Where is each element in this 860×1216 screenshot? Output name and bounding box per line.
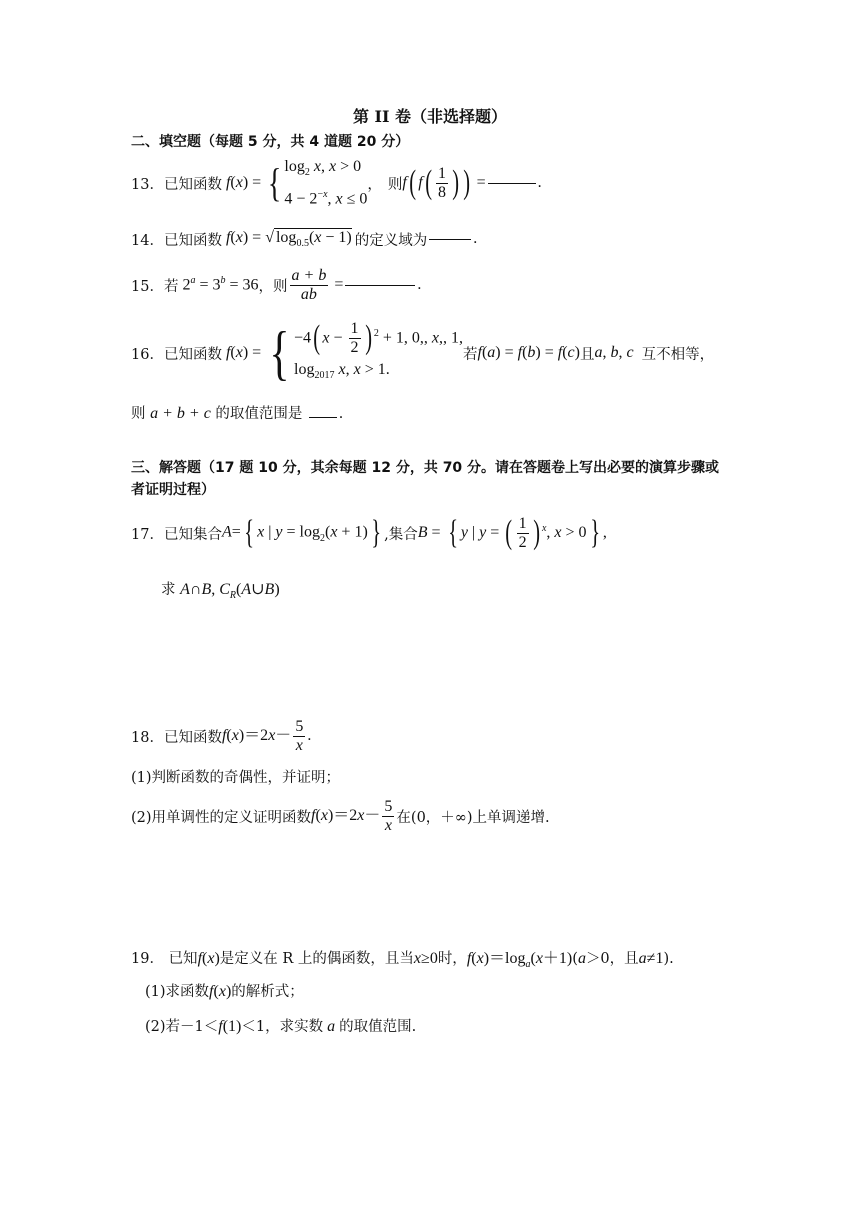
question-17-ask <box>161 578 280 601</box>
q15-formula: $2^a = 3^b = 36$ <box>182 275 259 294</box>
q19-part2b: ＜1，求实数 <box>241 1019 324 1035</box>
q18-part2-formula: f(x)＝2x－ $\frac{5}{x}$ <box>311 797 393 834</box>
question-18 <box>131 714 311 758</box>
q15-number: 15． <box>131 278 164 295</box>
question-19-part1: (1)求函数f(x)的解析式； <box>145 983 304 1000</box>
q17-set-a: A={ x | $y = \log_2(x + 1)$} <box>221 514 381 551</box>
question-13: 13． 已知函数 f(x) = { $\log_2 x$, x > 0 $4 - 2^{-x}$, x ≤ 0 ， 则 f( f( $\frac{1}{8}$ ) ) = . <box>131 158 542 208</box>
q17-lead: 已知集合 <box>163 526 222 543</box>
q14-formula: f(x) = √ $\log_{0.5}(x - 1)$ <box>225 229 352 250</box>
q18-part2b: 在(0，＋∞)上单调递增. <box>396 809 550 826</box>
q18-formula: f(x)＝2x－ $\frac{5}{x}$ . <box>221 717 312 754</box>
q19-text-f: ). <box>663 951 674 967</box>
question-16 <box>131 320 714 386</box>
q13-number: 13． <box>131 176 164 193</box>
q16-tail: 互不相等， <box>641 346 715 363</box>
question-14: 14． 已知函数 f(x) = √ $\log_{0.5}(x - 1)$ 的定义域为 . <box>131 229 478 250</box>
q16-line2a: 则 <box>131 406 146 422</box>
q17-set-b: B = { y | y = ( $\frac{1}{2}$ ) $^x$, x > 0} , <box>417 514 607 551</box>
q19-part1a: (1)求函数 <box>145 984 210 1000</box>
q15-sep: ，则 <box>258 278 288 295</box>
question-19-part2: (2)若－1＜f(1)＜1，求实数 a 的取值范围. <box>145 1018 417 1035</box>
section-fill-in-heading: 二、填空题（每题 5 分，共 4 道题 20 分） <box>131 134 410 150</box>
q13-sep: ， <box>367 176 382 193</box>
q15-lead: 若 <box>163 278 179 295</box>
q16-cond2: 且 <box>579 346 595 363</box>
question-16-line2: 则 a + b + c 的取值范围是 . <box>131 405 344 422</box>
q19-part2a: (2)若－1＜ <box>145 1019 219 1035</box>
section-solve-heading-line2: 者证明过程） <box>131 482 215 498</box>
q16-line2b: 的取值范围是 <box>215 406 303 422</box>
q16-lead: 已知函数 <box>163 346 222 363</box>
q17-targets: A∩B, $C_R(A\cup B)$ <box>180 581 280 602</box>
q14-answer-blank <box>429 238 471 240</box>
q16-condition: f(a) = f(b) = f(c) <box>477 344 580 361</box>
q14-tail: 的定义域为 <box>354 232 428 249</box>
q16-answer-blank <box>309 416 337 418</box>
q15-answer-blank <box>345 284 415 286</box>
q19-text-e: ＞0，且 <box>585 951 639 967</box>
q13-answer-blank <box>488 182 536 184</box>
q13-expression: f( f( $\frac{1}{8}$ ) ) = <box>402 164 486 201</box>
q16-vars: a, b, c <box>594 344 634 361</box>
q13-formula: f(x) = { $\log_2 x$, x > 0 $4 - 2^{-x}$, x ≤ 0 <box>225 157 368 208</box>
q19-text-d: ( <box>572 951 578 967</box>
q19-text-a: 已知 <box>168 951 198 967</box>
q19-number: 19． <box>131 951 164 967</box>
question-19: 19． 已知f(x)是定义在 R 上的偶函数，且当x≥0时，$f(x)=\log_a(x+1)(a>0$，且a≠1). <box>131 950 674 971</box>
section-solve-heading-line1: 三、解答题（17 题 10 分，其余每题 12 分，共 70 分。请在答题卷上写出必要的演算步骤或 <box>131 460 720 476</box>
q19-part1b: 的解析式； <box>231 984 304 1000</box>
question-15: 15． 若 $2^a = 3^b = 36$ ，则 $\frac{a + b}{ab}$ = . <box>131 266 422 303</box>
q16-sum: a + b + c <box>150 405 211 422</box>
q17-ask: 求 <box>161 582 176 598</box>
page-title: 第 II 卷（非选择题） <box>352 107 508 126</box>
question-18-part2 <box>131 794 550 838</box>
q18-number: 18． <box>131 729 164 746</box>
q17-mid: ,集合 <box>384 526 418 543</box>
q13-lead: 已知函数 <box>163 176 222 193</box>
q18-part2a: (2)用单调性的定义证明函数 <box>131 809 312 826</box>
q18-part1: (1)判断函数的奇偶性，并证明； <box>131 770 341 786</box>
q17-number: 17． <box>131 526 164 543</box>
q16-cond: 若 <box>462 346 478 363</box>
q14-number: 14． <box>131 232 164 249</box>
q19-text-b: 是定义在 R 上的偶函数，且当 <box>219 951 414 967</box>
question-17 <box>131 508 607 558</box>
q13-then: 则 <box>387 176 403 193</box>
q15-expression: $\frac{a + b}{ab}$ = <box>291 266 344 303</box>
q19-part2c: 的取值范围. <box>339 1019 417 1035</box>
q16-number: 16． <box>131 346 164 363</box>
q14-lead: 已知函数 <box>163 232 222 249</box>
q19-text-c: 时， <box>437 951 467 967</box>
q18-lead: 已知函数 <box>163 729 222 746</box>
q16-formula: f(x) = { −4( x − $\frac{1}{2}$ ) $^2$ + 1, 0,, x,, 1, $\log_{2017} x$, x > 1. <box>225 319 463 386</box>
